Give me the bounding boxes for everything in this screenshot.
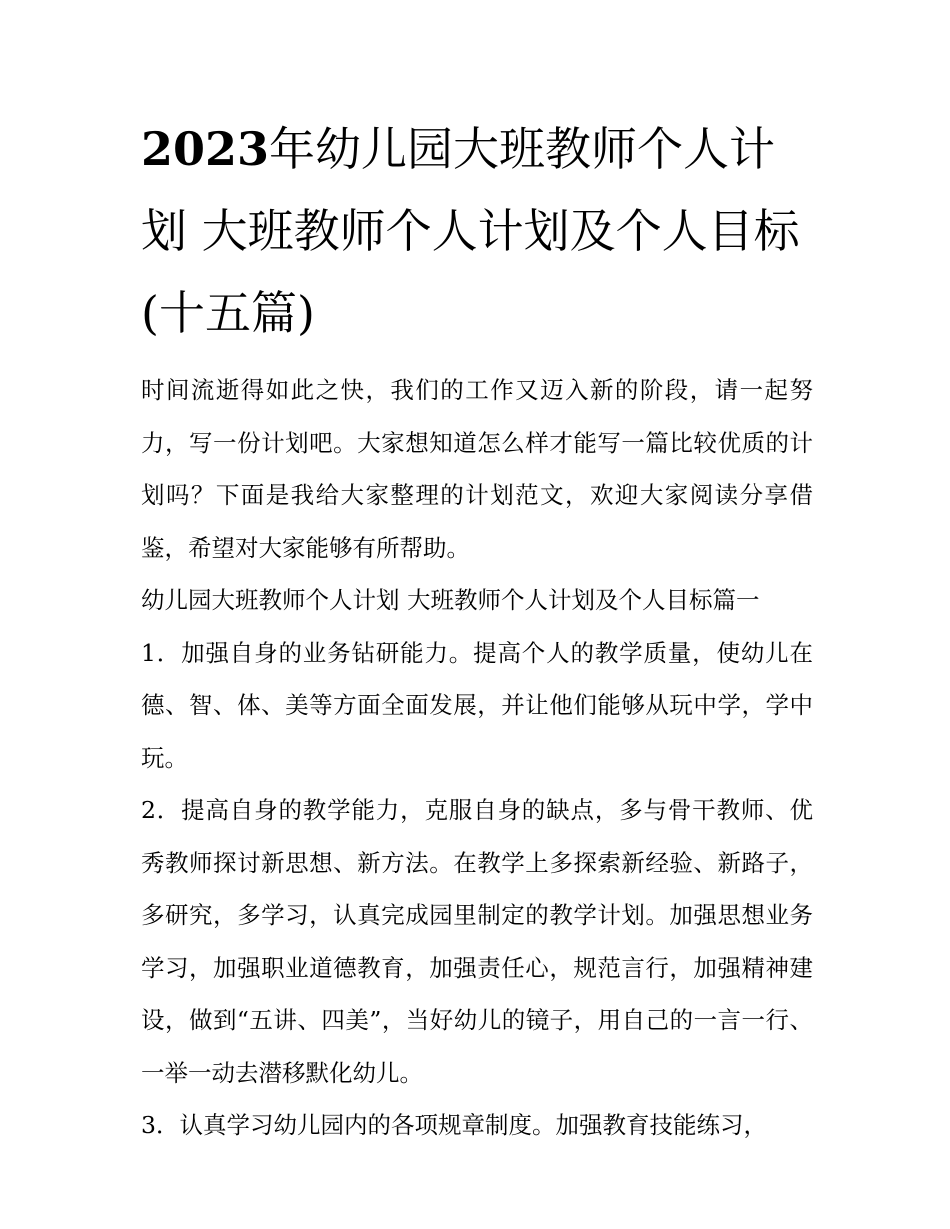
document-title	[141, 108, 813, 354]
document-page	[141, 108, 813, 1152]
title-year: 2023	[141, 122, 270, 176]
section-heading: 幼儿园大班教师个人计划 大班教师个人计划及个人目标篇一	[141, 586, 760, 614]
title-text: 年幼儿园大班教师个人计划 大班教师个人计划及个人目标(十五篇)	[141, 122, 800, 340]
list-item-1: 1．加强自身的业务钻研能力。提高个人的教学质量，使幼儿在德、智、体、美等方面全面发展，并让他们能够从玩中学，学中玩。	[141, 638, 813, 772]
intro-paragraph: 时间流逝得如此之快，我们的工作又迈入新的阶段，请一起努力，写一份计划吧。大家想知道怎么样才能写一篇比较优质的计划吗？下面是我给大家整理的计划范文，欢迎大家阅读分享借鉴，希望对大家能够有所帮助。	[141, 376, 813, 562]
list-item-3: 3．认真学习幼儿园内的各项规章制度。加强教育技能练习，	[141, 1111, 767, 1139]
list-item-2: 2．提高自身的教学能力，克服自身的缺点，多与骨干教师、优秀教师探讨新思想、新方法。在教学上多探索新经验、新路子，多研究，多学习，认真完成园里制定的教学计划。加强思想业务学习，加强职业道德教育，加强责任心，规范言行，加强精神建设，做到“五讲、四美”，当好幼儿的镜子，用自己的一言一行、一举一动去潜移默化幼儿。	[141, 796, 813, 1087]
